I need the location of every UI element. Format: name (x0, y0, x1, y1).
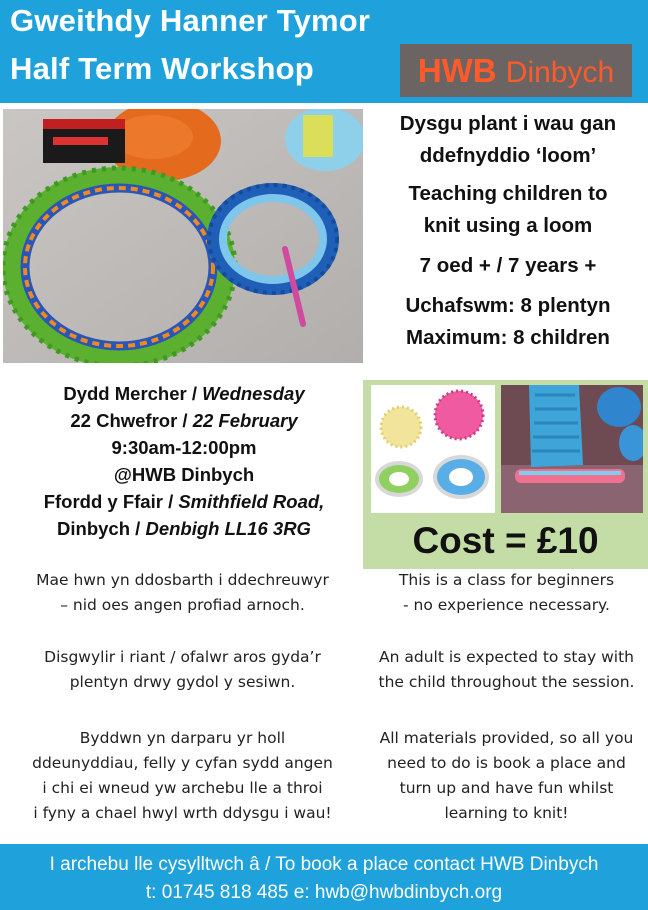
long-loom-photo (501, 385, 643, 513)
event-venue: @HWB Dinbych (113, 464, 255, 485)
logo-hwb-text: HWB (417, 52, 497, 89)
summary-welsh-line1: Dysgu plant i wau gan (399, 112, 617, 135)
summary-welsh-line2: ddefnyddio ‘loom’ (419, 144, 597, 167)
welsh-para-materials: Byddwn yn darparu yr holl ddeunyddiau, felly y cyfan sydd angen i chi ei wneud yw archebu lle a throi i fyny a chael hwyl wrth ddysgu i wau! (32, 729, 333, 822)
max-english: Maximum: 8 children (406, 326, 610, 349)
welsh-para-adult: Disgwylir i riant / ofalwr aros gyda’r plentyn drwy gydol y sesiwn. (44, 648, 321, 691)
contact-phone-email: t: 01745 818 485 e: hwb@hwbdinbych.org (145, 882, 503, 903)
age-requirement: 7 oed + / 7 years + (419, 254, 597, 277)
contact-booking-line: I archebu lle cysylltwch â / To book a place contact HWB Dinbych (49, 854, 599, 875)
english-para-adult: An adult is expected to stay with the child throughout the session. (378, 648, 635, 691)
title-welsh: Gweithdy Hanner Tymor (10, 3, 371, 38)
workshop-summary (370, 108, 646, 354)
hwb-dinbych-logo (400, 44, 632, 97)
welsh-para-beginners: Mae hwn yn ddosbarth i ddechreuwyr – nid oes angen profiad arnoch. (36, 571, 329, 614)
pompom-maker-photo (371, 385, 495, 513)
event-town: Dinbych / Denbigh LL16 3RG (57, 518, 311, 539)
footer-contact (0, 844, 648, 910)
english-para-materials: All materials provided, so all you need to do is book a place and turn up and have fun whilst learning to knit! (379, 729, 634, 822)
logo-town-text: Dinbych (505, 56, 615, 89)
summary-english-line1: Teaching children to (408, 182, 608, 205)
loom-knitting-photo (3, 109, 363, 363)
english-para-beginners: This is a class for beginners - no experience necessary. (398, 571, 615, 614)
summary-english-line2: knit using a loom (423, 214, 593, 237)
event-time: 9:30am-12:00pm (111, 437, 257, 458)
event-day: Dydd Mercher / Wednesday (63, 383, 305, 404)
cost-label: Cost = £10 (412, 520, 599, 561)
event-date: 22 Chwefror / 22 February (70, 410, 298, 431)
max-welsh: Uchafswm: 8 plentyn (405, 294, 611, 317)
event-road: Ffordd y Ffair / Smithfield Road, (43, 491, 325, 512)
title-english: Half Term Workshop (10, 51, 314, 86)
header-banner (0, 0, 648, 103)
event-details (5, 380, 363, 542)
